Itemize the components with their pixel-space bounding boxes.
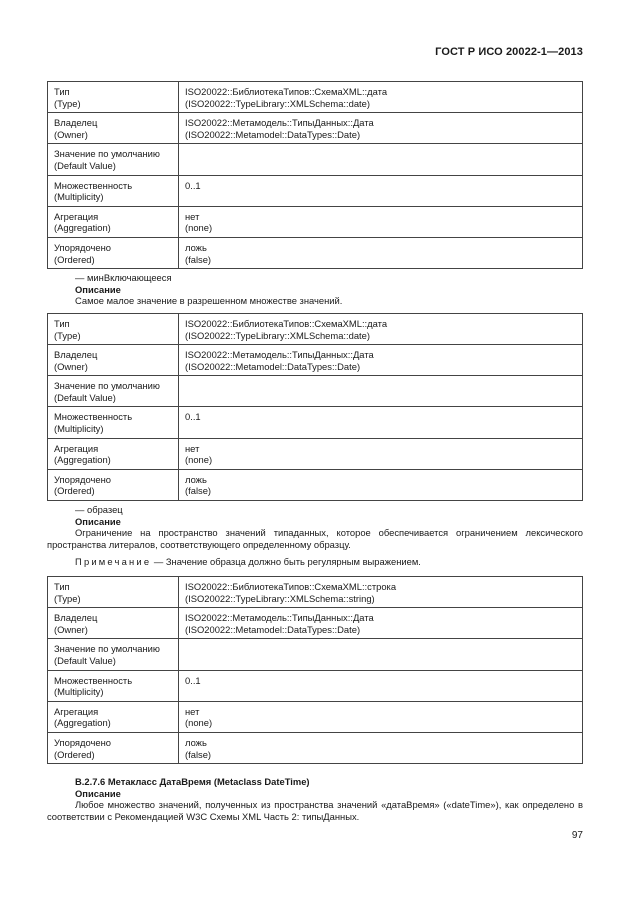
attribute-name: — образец	[75, 504, 123, 516]
property-name-en: (Aggregation)	[54, 454, 111, 466]
property-value-en: (none)	[185, 454, 213, 466]
property-name-en: (Aggregation)	[54, 222, 111, 234]
property-name-en: (Multiplicity)	[54, 423, 104, 435]
property-value: ISO20022::БиблиотекаТипов::СхемаXML::дата	[185, 86, 388, 97]
table-row	[48, 608, 583, 639]
property-value: ложь	[185, 736, 207, 748]
property-value-en: (false)	[185, 253, 212, 265]
table-row	[48, 345, 583, 376]
property-value: ложь	[185, 473, 207, 485]
property-name: Владелец	[54, 117, 98, 129]
attribute-name: — минВключающееся	[75, 272, 172, 284]
table-row	[48, 376, 583, 407]
property-value-en: (ISO20022::TypeLibrary::XMLSchema::date)	[185, 97, 370, 109]
document-header: ГОСТ Р ИСО 20022-1—2013	[435, 46, 583, 58]
property-name-en: (Default Value)	[54, 159, 116, 171]
property-name-en: (Owner)	[54, 128, 88, 140]
table-row	[48, 732, 583, 763]
property-name: Агрегация	[54, 705, 99, 717]
page-content	[47, 81, 583, 823]
description-text: Любое множество значений, полученных из пространства значений «датаВремя» («dateTime»), как определено в соответствии с Рекомендацией W3C Схемы XML Часть 2: типыДанных.	[47, 799, 583, 822]
attribute-table-3	[47, 576, 583, 764]
property-name-en: (Aggregation)	[54, 717, 111, 729]
property-value: 0..1	[185, 411, 201, 423]
property-name: Агрегация	[54, 210, 99, 222]
description-heading: Описание	[75, 787, 121, 799]
page-number: 97	[571, 830, 583, 841]
property-name: Значение по умолчанию	[54, 380, 160, 392]
property-value: ISO20022::Метамодель::ТипыДанных::Дата	[185, 117, 374, 129]
table-row	[48, 701, 583, 732]
table-row	[48, 577, 583, 608]
table-row	[48, 438, 583, 469]
table-row	[48, 670, 583, 701]
property-name: Множественность	[54, 411, 133, 423]
property-value-en: (false)	[185, 748, 212, 760]
property-name: Владелец	[54, 612, 98, 624]
property-name-en: (Owner)	[54, 623, 88, 635]
property-name-en: (Type)	[54, 592, 81, 604]
property-value: ISO20022::БиблиотекаТипов::СхемаXML::строка	[185, 581, 397, 592]
property-value: нет	[185, 705, 200, 717]
property-value-en: (false)	[185, 485, 212, 497]
property-name: Значение по умолчанию	[54, 148, 160, 160]
property-name: Тип	[54, 581, 70, 592]
property-name: Множественность	[54, 179, 133, 191]
property-value-en: (ISO20022::TypeLibrary::XMLSchema::string)	[185, 592, 375, 604]
property-name-en: (Multiplicity)	[54, 191, 104, 203]
property-name-en: (Type)	[54, 329, 81, 341]
property-value: ISO20022::Метамодель::ТипыДанных::Дата	[185, 349, 374, 361]
property-name: Упорядочено	[54, 473, 111, 485]
property-name-en: (Ordered)	[54, 485, 95, 497]
property-name: Тип	[54, 86, 70, 97]
property-value: 0..1	[185, 179, 201, 191]
property-name: Владелец	[54, 349, 98, 361]
property-name-en: (Multiplicity)	[54, 686, 104, 698]
table-row	[48, 175, 583, 206]
property-name-en: (Default Value)	[54, 654, 116, 666]
table-row	[48, 407, 583, 438]
description-text: Ограничение на пространство значений типаданных, которое обеспечивается ограничением лексического пространства литералов, соответствующего определенному образцу.	[47, 527, 583, 550]
property-name: Упорядочено	[54, 736, 111, 748]
property-name: Агрегация	[54, 442, 99, 454]
property-value-en: (ISO20022::Metamodel::DataTypes::Date)	[185, 128, 361, 140]
description-heading: Описание	[75, 515, 121, 527]
attribute-table-1	[47, 81, 583, 269]
property-name: Значение по умолчанию	[54, 643, 160, 655]
property-value: ложь	[185, 241, 207, 253]
table-row	[48, 206, 583, 237]
property-value: 0..1	[185, 674, 201, 686]
property-name-en: (Type)	[54, 97, 81, 109]
property-name-en: (Ordered)	[54, 253, 95, 265]
table-row	[48, 237, 583, 268]
table-row	[48, 82, 583, 113]
property-value-en: (ISO20022::TypeLibrary::XMLSchema::date)	[185, 329, 370, 341]
property-value: нет	[185, 210, 200, 222]
note	[47, 556, 583, 568]
section-title: В.2.7.6 Метакласс ДатаВремя (Metaclass DateTime)	[75, 776, 310, 788]
property-name-en: (Ordered)	[54, 748, 95, 760]
property-value: ISO20022::Метамодель::ТипыДанных::Дата	[185, 612, 374, 624]
note-text: — Значение образца должно быть регулярным выражением.	[151, 556, 421, 568]
property-value-en: (ISO20022::Metamodel::DataTypes::Date)	[185, 623, 361, 635]
property-name: Множественность	[54, 674, 133, 686]
property-value-en: (none)	[185, 222, 213, 234]
property-name: Упорядочено	[54, 241, 111, 253]
description-heading: Описание	[75, 283, 121, 295]
table-row	[48, 469, 583, 500]
property-value-en: (none)	[185, 717, 213, 729]
property-value-en: (ISO20022::Metamodel::DataTypes::Date)	[185, 360, 361, 372]
attribute-table-2	[47, 313, 583, 501]
property-value: нет	[185, 442, 200, 454]
table-row	[48, 639, 583, 670]
description-text: Самое малое значение в разрешенном множестве значений.	[75, 295, 343, 307]
table-row	[48, 313, 583, 344]
table-row	[48, 144, 583, 175]
property-name-en: (Default Value)	[54, 391, 116, 403]
table-row	[48, 113, 583, 144]
note-label: Примечание	[75, 556, 152, 568]
property-value: ISO20022::БиблиотекаТипов::СхемаXML::дата	[185, 317, 388, 329]
property-name: Тип	[54, 317, 70, 329]
property-name-en: (Owner)	[54, 360, 88, 372]
